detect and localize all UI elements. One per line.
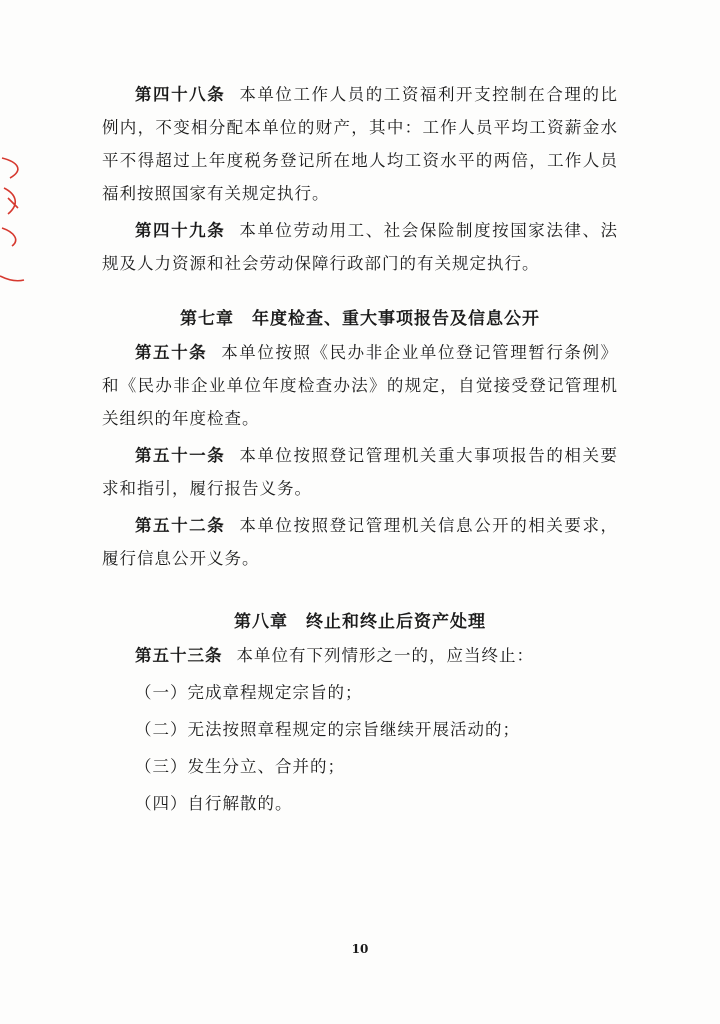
article-text: 本单位按照登记管理机关重大事项报告的相关要求和指引，履行报告义务。: [102, 446, 619, 498]
article-text: 本单位劳动用工、社会保险制度按国家法律、法规及人力资源和社会劳动保障行政部门的有关规定执行。: [102, 221, 619, 273]
handwritten-margin-mark: [0, 148, 34, 288]
article-heading: 第四十八条: [135, 85, 226, 104]
chapter-title: 年度检查、重大事项报告及信息公开: [252, 309, 540, 329]
document-body: [102, 78, 618, 820]
article-48: [102, 78, 618, 210]
list-item: （一）完成章程规定宗旨的；: [135, 683, 363, 702]
article-text: 本单位工作人员的工资福利开支控制在合理的比例内，不变相分配本单位的财产，其中：工作人员平均工资薪金水平不得超过上年度税务登记所在地人均工资水平的两倍，工作人员福利按照国家有关规定执行。: [102, 85, 619, 203]
list-item: （四）自行解散的。: [135, 794, 293, 813]
chapter-number: 第七章: [180, 309, 234, 329]
article-51: [102, 439, 618, 505]
chapter-8-heading: [102, 605, 618, 639]
article-53: [102, 639, 618, 672]
article-text: 本单位按照《民办非企业单位登记管理暂行条例》和《民办非企业单位年度检查办法》的规定，自觉接受登记管理机关组织的年度检查。: [102, 343, 619, 428]
chapter-number: 第八章: [234, 612, 288, 632]
article-text: 本单位有下列情形之一的，应当终止：: [236, 646, 534, 665]
page-number: 10: [351, 942, 369, 956]
chapter-title: 终止和终止后资产处理: [306, 612, 486, 632]
list-item: （二）无法按照章程规定的宗旨继续开展活动的；: [135, 720, 520, 739]
article-heading: 第四十九条: [135, 221, 226, 240]
article-heading: 第五十一条: [135, 446, 226, 465]
article-50: [102, 336, 618, 435]
article-52: [102, 509, 618, 575]
article-text: 本单位按照登记管理机关信息公开的相关要求，履行信息公开义务。: [102, 516, 619, 568]
list-item: （三）发生分立、合并的；: [135, 757, 345, 776]
article-heading: 第五十三条: [135, 646, 223, 665]
article-49: [102, 214, 618, 280]
chapter-7-heading: [102, 302, 618, 336]
article-heading: 第五十二条: [135, 516, 226, 535]
article-heading: 第五十条: [135, 343, 208, 362]
